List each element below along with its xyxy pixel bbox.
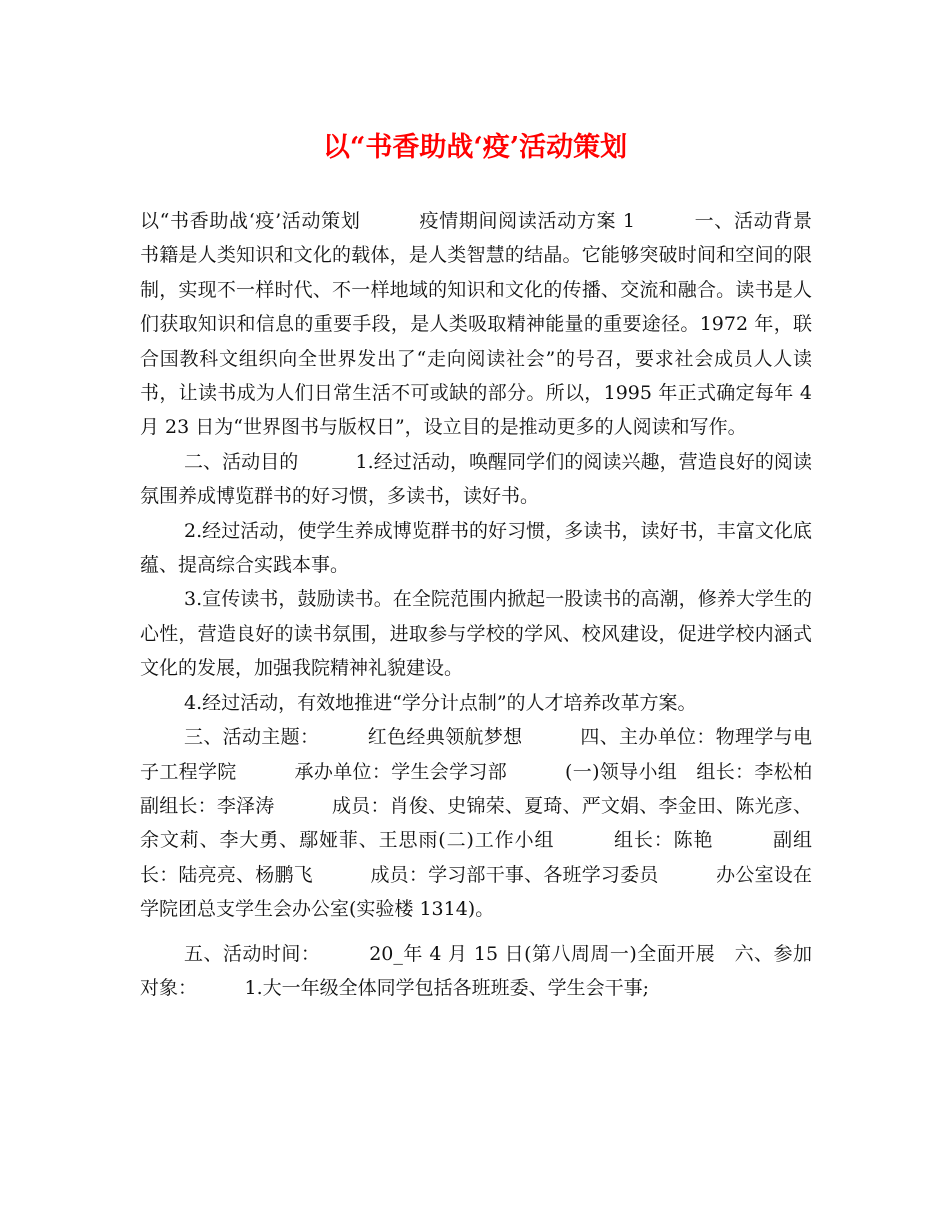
- paragraph-background: 以“书香助战‘疫’活动策划 疫情期间阅读活动方案 1 一、活动背景 书籍是人类知识和文化的载体，是人类智慧的结晶。它能够突破时间和空间的限制，实现不一样时代、不一样地域的知识和文化的传播、交流和融合。读书是人们获取知识和信息的重要手段，是人类吸取精神能量的重要途径。1972 年，联合国教科文组织向全世界发出了“走向阅读社会”的号召，要求社会成员人人读书，让读书成为人们日常生活不可或缺的部分。所以，1995 年正式确定每年 4 月 23 日为“世界图书与版权日”，设立目的是推动更多的人阅读和写作。: [140, 210, 870, 439]
- paragraph-theme-organizers: 三、活动主题： 红色经典领航梦想 四、主办单位：物理学与电子工程学院 承办单位：学生会学习部 (一)领导小组 组长：李松柏 副组长：李泽涛 成员：肖俊、史锦荣、夏琦、严文娟、李金田、陈光彦、余文莉、李大勇、鄢娅菲、王思雨(二)工作小组 组长：陈艳 副组长：陆亮亮、杨鹏飞 成员：学习部干事、各班学习委员 办公室设在学院团总支学生会办公室(实验楼 1314)。: [140, 726, 870, 921]
- paragraph-purpose-4: 4.经过活动，有效地推进“学分计点制”的人才培养改革方案。: [184, 691, 697, 714]
- paragraph-purpose-3: 3.宣传读书，鼓励读书。在全院范围内掀起一股读书的高潮，修养大学生的心性，营造良好的读书氛围，进取参与学校的学风、校风建设，促进学校内涵式文化的发展，加强我院精神礼貌建设。: [140, 588, 812, 680]
- paragraph-time-participants: 五、活动时间： 20_年 4 月 15 日(第八周周一)全面开展 六、参加对象： 1.大一年级全体同学包括各班班委、学生会干事;: [140, 942, 812, 999]
- paragraph-purpose: 二、活动目的 1.经过活动，唤醒同学们的阅读兴趣，营造良好的阅读氛围养成博览群书的好习惯，多读书，读好书。: [140, 450, 812, 508]
- document-title: 以“书香助战‘疫’活动策划: [322, 132, 628, 163]
- document-body: [140, 204, 870, 1005]
- paragraph-purpose-2: 2.经过活动，使学生养成博览群书的好习惯，多读书，读好书，丰富文化底蕴、提高综合实践本事。: [140, 519, 812, 577]
